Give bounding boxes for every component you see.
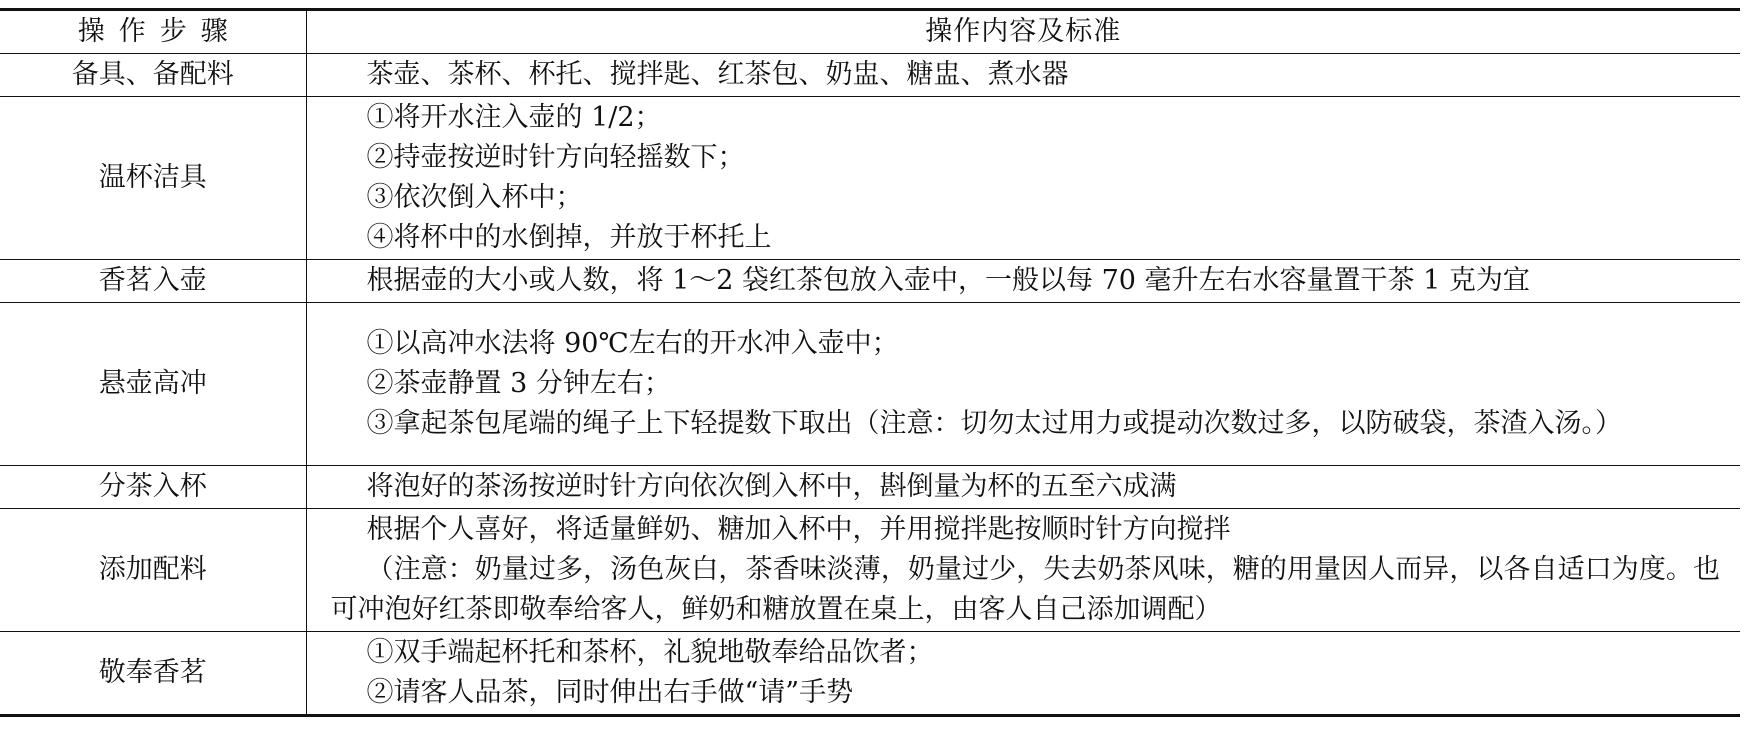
content-line: ②持壶按逆时针方向轻摇数下； [366,142,745,173]
tea-procedure-table [0,8,1740,717]
step-cell: 添加配料 [0,509,306,632]
header-content: 操作内容及标准 [306,10,1740,54]
content-line: ①以高冲水法将 90℃左右的开水冲入壶中； [366,328,899,359]
table-row [0,509,1740,632]
content-line: ③依次倒入杯中； [366,182,583,213]
content-line: 茶壶、茶杯、杯托、搅拌匙、红茶包、奶盅、糖盅、煮水器 [366,59,1069,90]
step-cell: 香茗入壶 [0,260,306,303]
content-cell [306,466,1740,509]
content-line: ①将开水注入壶的 1/2； [366,102,662,133]
table-row [0,303,1740,466]
content-line: ③拿起茶包尾端的绳子上下轻提数下取出（注意：切勿太过用力或提动次数过多，以防破袋，茶渣入汤。） [366,408,1622,439]
step-cell: 分茶入杯 [0,466,306,509]
content-cell [306,97,1740,260]
step-cell: 温杯洁具 [0,97,306,260]
content-line: （注意：奶量过多，汤色灰白，茶香味淡薄，奶量过少，失去奶茶风味，糖的用量因人而异，以各自适口为度。也可冲泡好红茶即敬奉给客人，鲜奶和糖放置在桌上，由客人自己添加调配） [330,554,1720,625]
content-line: 根据壶的大小或人数，将 1～2 袋红茶包放入壶中，一般以每 70 毫升左右水容量置干茶 1 克为宜 [366,265,1530,296]
table-row [0,466,1740,509]
step-cell: 备具、备配料 [0,54,306,97]
table-header-row [0,10,1740,54]
content-line: 根据个人喜好，将适量鲜奶、糖加入杯中，并用搅拌匙按顺时针方向搅拌 [366,514,1231,545]
table-row [0,54,1740,97]
content-line: ④将杯中的水倒掉，并放于杯托上 [366,222,772,253]
content-line: 将泡好的茶汤按逆时针方向依次倒入杯中，斟倒量为杯的五至六成满 [366,471,1177,502]
content-cell [306,632,1740,716]
table-row [0,632,1740,716]
content-cell [306,509,1740,632]
content-line: ②请客人品茶，同时伸出右手做“请”手势 [366,677,854,708]
step-cell: 悬壶高冲 [0,303,306,466]
header-step: 操作步骤 [0,10,306,54]
table-row [0,97,1740,260]
content-cell [306,303,1740,466]
table-row [0,260,1740,303]
content-line: ②茶壶静置 3 分钟左右； [366,368,671,399]
step-cell: 敬奉香茗 [0,632,306,716]
content-cell [306,260,1740,303]
content-cell [306,54,1740,97]
content-line: ①双手端起杯托和茶杯，礼貌地敬奉给品饮者； [366,637,934,668]
